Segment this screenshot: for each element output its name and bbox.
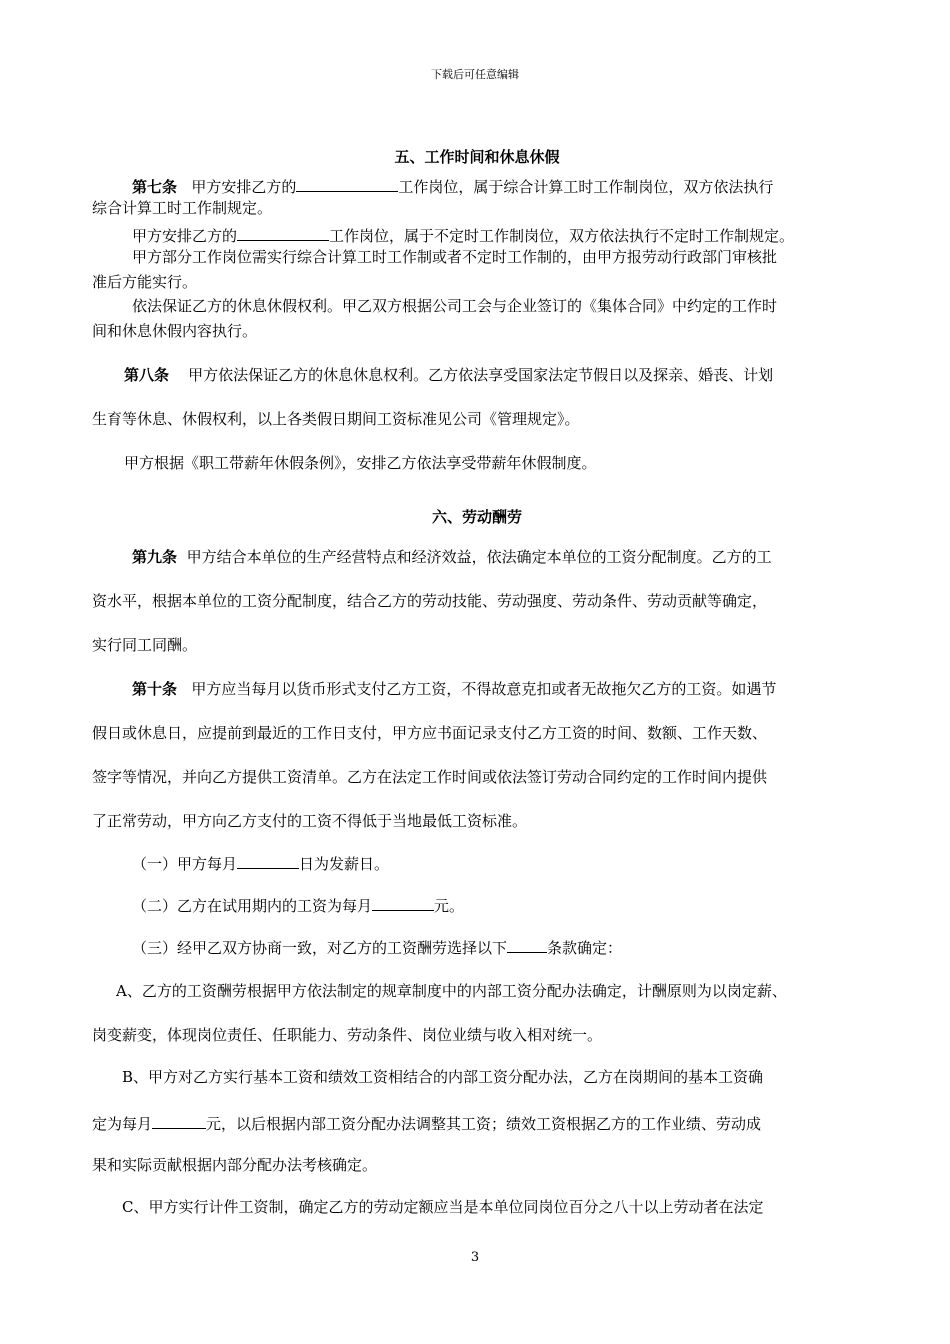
item2-text-a: （二）乙方在试用期内的工资为每月: [132, 897, 373, 915]
art7-blank-2[interactable]: [237, 226, 329, 241]
art7-line6: 依法保证乙方的休息休假权利。甲乙双方根据公司工会与企业签订的《集体合同》中约定的工作时: [132, 297, 778, 315]
optionB-blank[interactable]: [152, 1114, 206, 1129]
art8-line2: 生育等休息、休假权利，以上各类假日期间工资标准见公司《管理规定》。: [92, 410, 580, 428]
optionC-line1: C、甲方实行计件工资制，确定乙方的劳动定额应当是本单位同岗位百分之八十以上劳动者在法定: [122, 1198, 764, 1216]
art7-line1: [92, 177, 862, 195]
art10-line2: 假日或休息日，应提前到最近的工作日支付，甲方应书面记录支付乙方工资的时间、数额、工作天数、: [92, 724, 768, 742]
art7-line4: 甲方部分工作岗位需实行综合计算工时工作制或者不定时工作制的，由甲方报劳动行政部门审核批: [132, 248, 778, 266]
art9-line1: [92, 550, 862, 565]
art7-blank-1[interactable]: [296, 177, 398, 192]
item1-text-a: （一）甲方每月: [132, 855, 238, 873]
optionB-line3: 果和实际贡献根据内部分配办法考核确定。: [92, 1156, 378, 1174]
art8-text-a1: 甲方依法保证乙方的休息休息权利。乙方依法享受国家法定节假日以及探亲、婚丧、计划: [188, 366, 774, 384]
art9-label: 第九条: [132, 548, 178, 566]
art7-line3: [92, 226, 862, 244]
page-number: 3: [470, 1250, 480, 1265]
section6-title: 六、劳动酬劳: [431, 508, 522, 526]
optionA-line1: A、乙方的工资酬劳根据甲方依法制定的规章制度中的内部工资分配办法确定，计酬原则为以岗定薪、: [116, 982, 787, 1000]
art7-text-a2: 工作岗位，属于综合计算工时工作制岗位，双方依法执行: [398, 178, 774, 196]
optionB-line2: [92, 1114, 862, 1132]
item2-blank[interactable]: [372, 896, 434, 911]
art7-line7: 间和休息休假内容执行。: [92, 322, 258, 340]
item1-text-b: 日为发薪日。: [299, 855, 390, 873]
item3-blank[interactable]: [507, 938, 547, 953]
art10-label: 第十条: [132, 680, 178, 698]
art10-text-1: 甲方应当每月以货币形式支付乙方工资，不得故意克扣或者无故拖欠乙方的工资。如遇节: [191, 680, 777, 698]
optionB-text-2b: 元，以后根据内部工资分配办法调整其工资；绩效工资根据乙方的工作业绩、劳动成: [206, 1115, 762, 1133]
item1-line: [92, 854, 862, 872]
art8-line1: [92, 368, 862, 383]
optionB-text-2a: 定为每月: [92, 1115, 153, 1133]
optionB-line1: B、甲方对乙方实行基本工资和绩效工资相结合的内部工资分配办法，乙方在岗期间的基本工资确: [122, 1068, 764, 1086]
item2-text-b: 元。: [434, 897, 465, 915]
art7-text-b1: 甲方安排乙方的: [132, 227, 238, 245]
art9-text-1: 甲方结合本单位的生产经营特点和经济效益，依法确定本单位的工资分配制度。乙方的工: [186, 548, 772, 566]
item2-line: [92, 896, 862, 914]
optionA-line2: 岗变薪变，体现岗位责任、任职能力、劳动条件、岗位业绩与收入相对统一。: [92, 1026, 603, 1044]
art7-label: 第七条: [132, 178, 178, 196]
section5-title: 五、工作时间和休息休假: [394, 148, 560, 166]
art7-text-a1: 甲方安排乙方的: [191, 178, 297, 196]
art9-line2: 资水平，根据本单位的工资分配制度，结合乙方的劳动技能、劳动强度、劳动条件、劳动贡献等确定，: [92, 592, 768, 610]
item3-text-a: （三）经甲乙双方协商一致，对乙方的工资酬劳选择以下: [132, 939, 508, 957]
art10-line1: [92, 682, 862, 697]
art10-line3: 签字等情况，并向乙方提供工资清单。乙方在法定工作时间或依法签订劳动合同约定的工作时间内提供: [92, 768, 768, 786]
item1-blank[interactable]: [237, 854, 299, 869]
art10-line4: 了正常劳动，甲方向乙方支付的工资不得低于当地最低工资标准。: [92, 812, 528, 830]
art9-line3: 实行同工同酬。: [92, 636, 198, 654]
page-header: 下载后可任意编辑: [431, 68, 519, 81]
art8-line3: 甲方根据《职工带薪年休假条例》，安排乙方依法享受带薪年休假制度。: [124, 454, 597, 472]
item3-line: [92, 938, 862, 956]
art7-text-b2: 工作岗位，属于不定时工作制岗位，双方依法执行不定时工作制规定。: [329, 227, 795, 245]
art7-line5: 准后方能实行。: [92, 273, 198, 291]
item3-text-b: 条款确定：: [547, 939, 623, 957]
art8-label: 第八条: [124, 366, 170, 384]
art7-line2: 综合计算工时工作制规定。: [92, 199, 273, 217]
